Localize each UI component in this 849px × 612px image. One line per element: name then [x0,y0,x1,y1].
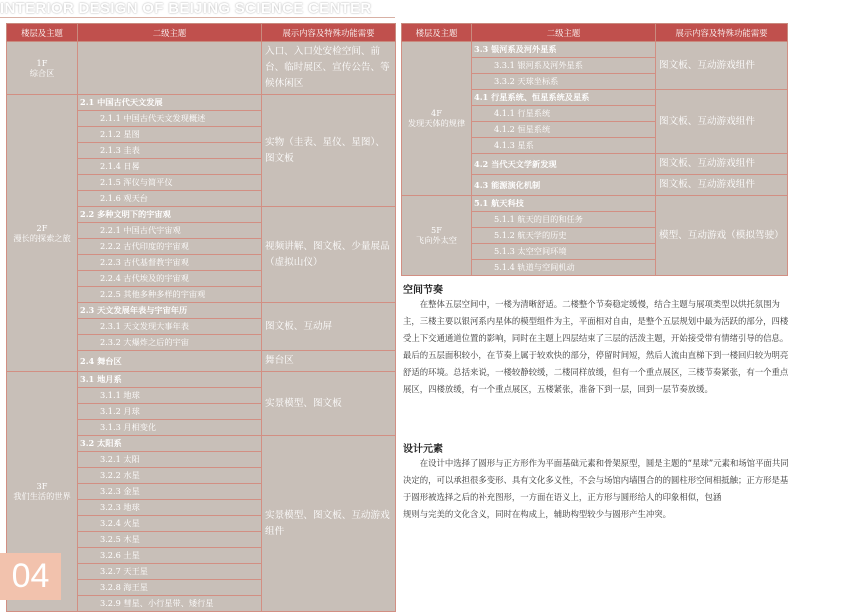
subtheme-row: 2.1.2 星图 [78,127,262,143]
blank-cell [78,42,262,95]
display-cell: 舞台区 [262,351,396,372]
subtheme-row: 3.2.2 水星 [78,468,262,484]
subtheme-row: 4.1.3 星系 [472,138,656,154]
header-floor: 楼层及主题 [402,24,472,42]
subtheme-row: 3.3.2 天球坐标系 [472,74,656,90]
design-heading: 设计元素 [403,444,443,455]
design-body-1: 在设计中选择了圆形与正方形作为平面基础元素和骨架原型，圆是主题的“星球”元素和场馆平面共同决定的，可以承担很多变形、具有文化多义性，不会与场馆内墙围合的的圆柱形空间相抵触；正方形是基于圆形被选择之后的补充图形，一方面在语义上，正方形与圆形给人的印象相似，包涵 [403,458,789,502]
theme-row: 4.2 当代天文学新发现 [472,154,656,175]
display-cell: 图文板、互动屏 [262,303,396,351]
rhythm-body: 在整体五层空间中，一楼为清晰舒适。二楼整个节奏稳定缓慢，结合主题与展项类型以烘托氛围为主，三楼主要以银河系内星体的模型组件为主，平面相对自由，是整个五层规划中最为活跃的部分，四楼受上下交通通道位置的影响，同时在主题上四层结束了三层的活泼主题，开始接受带有情绪引导的信息。最后的五层面积较小，在节奏上属于较欢快的部分，停留时间短，然后人流由直梯下到一楼回归较为明亮舒适的环境。总括来说，一楼较静较缓，二楼同样放缓，但有一个重点展区，三楼节奏紧张，有一个重点展区，四楼放缓，有一个重点展区，五楼紧张，准备下到一层，回到一层节奏放缓。 [403,299,789,394]
display-cell: 图文板、互动游戏组件 [656,90,788,154]
table-header-row [402,24,788,42]
theme-row: 3.3 银河系及河外星系 [472,42,656,58]
subtheme-row: 2.2.4 古代埃及的宇宙观 [78,271,262,287]
subtheme-row: 3.2.7 天王星 [78,564,262,580]
subtheme-row: 2.1.1 中国古代天文发现概述 [78,111,262,127]
subtheme-row: 3.2.3 地球 [78,500,262,516]
table-row [7,95,396,111]
display-cell: 实物（圭表、星仪、星图）、图文板 [262,95,396,207]
subtheme-row: 2.3.1 天文发现大事年表 [78,319,262,335]
subtheme-row: 3.2.3 金星 [78,484,262,500]
subtheme-row: 5.1.1 航天的目的和任务 [472,212,656,228]
rhythm-paragraph [403,296,789,398]
subtheme-row: 4.1.1 行星系统 [472,106,656,122]
subtheme-row: 5.1.4 轨道与空间机动 [472,260,656,276]
subtheme-row: 3.1.1 地球 [78,388,262,404]
design-paragraph [403,455,789,523]
table-header-row [7,24,396,42]
subtheme-row: 2.2.2 古代印度的宇宙观 [78,239,262,255]
floor-cell-1f: 1F 综合区 [7,42,78,95]
header-display: 展示内容及特殊功能需要 [656,24,788,42]
banner-title: INTERIOR DESIGN OF BEIJING SCIENCE CENTER [0,0,372,17]
header-floor: 楼层及主题 [7,24,78,42]
floor-cell-3f: 3F 我们生活的世界 [7,372,78,612]
display-cell: 图文板、互动游戏组件 [656,175,788,196]
theme-row: 2.3 天文发展年表与宇宙年历 [78,303,262,319]
display-cell: 实景模型、图文板 [262,372,396,436]
subtheme-row: 3.2.6 土星 [78,548,262,564]
subtheme-row: 2.2.3 古代基督教宇宙观 [78,255,262,271]
header-secondary: 二级主题 [78,24,262,42]
subtheme-row: 2.2.1 中国古代宇宙观 [78,223,262,239]
banner-divider [0,17,395,18]
subtheme-row: 3.2.8 海王星 [78,580,262,596]
display-cell: 入口、入口处安检空间、前台、临时展区、宣传公告、等候休闲区 [262,42,396,95]
table-row [402,42,788,58]
subtheme-row: 4.1.2 恒星系统 [472,122,656,138]
header-display: 展示内容及特殊功能需要 [262,24,396,42]
subtheme-row: 2.1.5 浑仪与简平仪 [78,175,262,191]
theme-row: 5.1 航天科技 [472,196,656,212]
subtheme-row: 2.3.2 大爆炸之后的宇宙 [78,335,262,351]
subtheme-row: 3.2.1 太阳 [78,452,262,468]
design-body-2: 规则与完美的文化含义，同时在构成上，辅助构型较少与圆形产生冲突。 [403,509,671,519]
subtheme-row: 3.3.1 银河系及河外星系 [472,58,656,74]
display-cell: 图文板、互动游戏组件 [656,154,788,175]
theme-row: 2.2 多种文明下的宇宙观 [78,207,262,223]
theme-row: 4.3 能源演化机制 [472,175,656,196]
left-exhibit-table [6,23,396,612]
theme-row: 3.2 太阳系 [78,436,262,452]
page-number: 04 [0,553,61,600]
subtheme-row: 2.1.3 圭表 [78,143,262,159]
display-cell: 视频讲解、图文板、少量展品（虚拟山仪） [262,207,396,303]
subtheme-row: 2.1.6 观天台 [78,191,262,207]
display-cell: 图文板、互动游戏组件 [656,42,788,90]
theme-row: 2.4 舞台区 [78,351,262,372]
subtheme-row: 3.1.2 月球 [78,404,262,420]
floor-cell-4f: 4F 发现天体的规律 [402,42,472,196]
table-row [7,372,396,388]
subtheme-row: 5.1.3 太空空间环境 [472,244,656,260]
subtheme-row: 2.1.4 日晷 [78,159,262,175]
subtheme-row: 3.1.3 月相变化 [78,420,262,436]
rhythm-heading: 空间节奏 [403,285,443,296]
subtheme-row: 3.2.4 火星 [78,516,262,532]
theme-row: 4.1 行星系统、恒星系统及星系 [472,90,656,106]
subtheme-row: 2.2.5 其他多种多样的宇宙观 [78,287,262,303]
table-row [402,196,788,212]
display-cell: 实景模型、图文板、互动游戏组件 [262,436,396,612]
theme-row: 3.1 地月系 [78,372,262,388]
subtheme-row: 3.2.5 木星 [78,532,262,548]
header-secondary: 二级主题 [472,24,656,42]
theme-row: 2.1 中国古代天文发展 [78,95,262,111]
subtheme-row: 3.2.9 彗星、小行星带、矮行星 [78,596,262,612]
floor-cell-5f: 5F 飞向外太空 [402,196,472,276]
table-row [7,42,396,95]
subtheme-row: 5.1.2 航天学的历史 [472,228,656,244]
floor-cell-2f: 2F 漫长的探索之旅 [7,95,78,372]
display-cell: 模型、互动游戏（模拟驾驶） [656,196,788,276]
right-exhibit-table [401,23,788,276]
